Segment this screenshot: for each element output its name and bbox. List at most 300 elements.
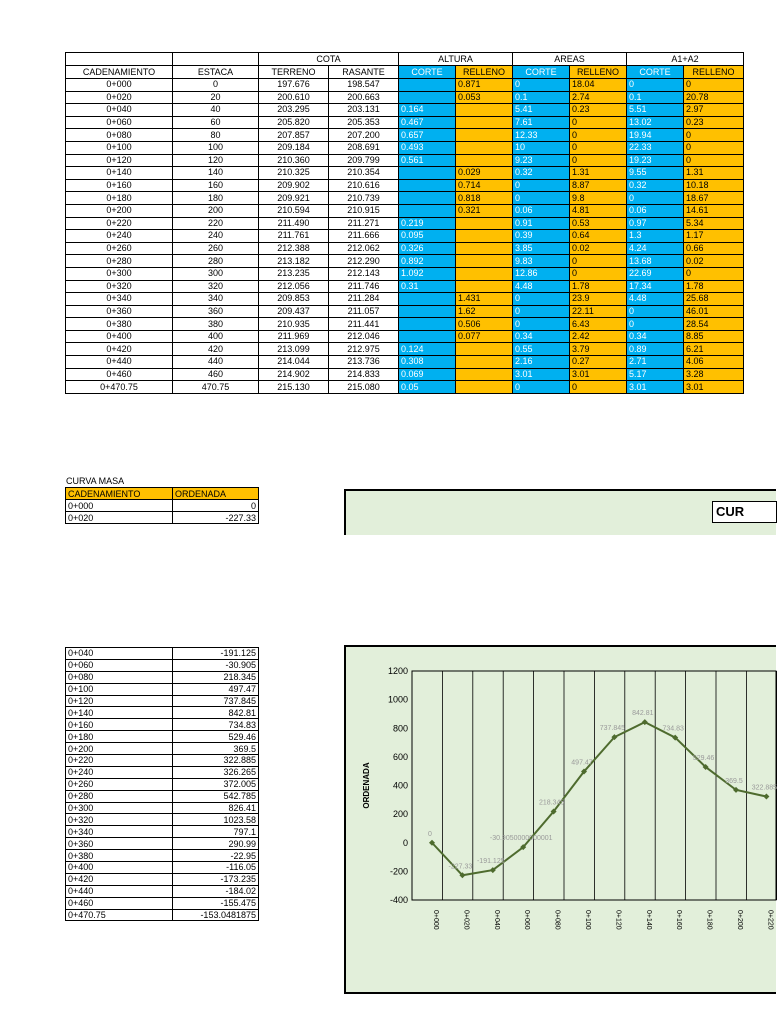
table-cell: 0 (684, 141, 744, 154)
header-terreno: TERRENO (259, 66, 329, 79)
cm-ordenada: 797.1 (173, 826, 259, 838)
list-item (66, 659, 259, 671)
table-cell: 0.321 (456, 204, 513, 217)
table-cell: 2.42 (570, 330, 627, 343)
header-altura: ALTURA (399, 53, 513, 66)
table-cell (456, 343, 513, 356)
cm-cadenamiento: 0+220 (66, 755, 173, 767)
table-cell: 0.714 (456, 179, 513, 192)
table-cell: 0 (570, 129, 627, 142)
table-cell: 23.9 (570, 293, 627, 306)
table-cell: 0+140 (66, 167, 173, 180)
table-cell: 0.32 (627, 179, 684, 192)
table-cell: 9.83 (513, 255, 570, 268)
cm-cadenamiento: 0+380 (66, 850, 173, 862)
table-cell: 0.31 (399, 280, 456, 293)
table-cell: 0.34 (627, 330, 684, 343)
table-cell: 0+420 (66, 343, 173, 356)
cm-cadenamiento: 0+280 (66, 790, 173, 802)
table-cell: 0 (684, 154, 744, 167)
table-cell: 1.78 (684, 280, 744, 293)
table-cell: 0+040 (66, 104, 173, 117)
table-cell: 0 (684, 267, 744, 280)
table-cell: 8.85 (684, 330, 744, 343)
x-tick-label: 0+160 (675, 910, 683, 930)
table-cell: 0+080 (66, 129, 173, 142)
table-cell: 0 (513, 192, 570, 205)
table-cell: 120 (173, 154, 259, 167)
table-cell: 212.388 (259, 242, 329, 255)
table-row (66, 305, 744, 318)
data-label: 369.5 (725, 777, 743, 785)
table-cell: 200.610 (259, 91, 329, 104)
table-cell: 0.06 (627, 204, 684, 217)
cm-cadenamiento: 0+260 (66, 778, 173, 790)
cm-cadenamiento: 0+180 (66, 731, 173, 743)
table-cell: 3.01 (684, 381, 744, 394)
mass-curve-chart (344, 645, 776, 994)
table-cell (399, 167, 456, 180)
table-cell: 209.184 (259, 141, 329, 154)
table-cell: 0.23 (684, 116, 744, 129)
x-tick-label: 0+020 (462, 910, 470, 930)
table-cell: 214.833 (329, 368, 399, 381)
data-label: -30.9050000000001 (489, 835, 553, 843)
header-a1a2-corte: CORTE (627, 66, 684, 79)
table-cell: 0.06 (513, 204, 570, 217)
table-row (66, 230, 744, 243)
table-cell (399, 192, 456, 205)
table-cell: 207.200 (329, 129, 399, 142)
table-cell: 46.01 (684, 305, 744, 318)
table-cell (399, 91, 456, 104)
table-cell: 17.34 (627, 280, 684, 293)
table-cell: 2.74 (570, 91, 627, 104)
table-cell: 0 (513, 293, 570, 306)
table-cell: 4.81 (570, 204, 627, 217)
x-tick-label: 0+100 (584, 910, 591, 930)
table-cell: 180 (173, 192, 259, 205)
table-cell: 0.66 (684, 242, 744, 255)
table-cell: 18.04 (570, 79, 627, 92)
table-row (66, 343, 744, 356)
table-cell: 0.89 (627, 343, 684, 356)
x-tick-label: 0+080 (553, 910, 561, 930)
x-tick-label: 0+220 (766, 910, 774, 930)
table-cell: 0.818 (456, 192, 513, 205)
list-item (66, 885, 259, 897)
table-cell: 211.284 (329, 293, 399, 306)
cm-ordenada: 369.5 (173, 743, 259, 755)
table-cell (456, 381, 513, 394)
cm-cadenamiento: 0+300 (66, 802, 173, 814)
table-cell (399, 179, 456, 192)
header-altura-corte: CORTE (399, 66, 456, 79)
table-cell: 0 (513, 179, 570, 192)
data-label: 322.885 (751, 784, 777, 792)
table-cell: 0.657 (399, 129, 456, 142)
cm-cadenamiento: 0+160 (66, 719, 173, 731)
cm-cadenamiento: 0+240 (66, 766, 173, 778)
table-cell: 200.663 (329, 91, 399, 104)
table-cell: 6.43 (570, 318, 627, 331)
table-cell: 80 (173, 129, 259, 142)
table-row (66, 154, 744, 167)
table-cell (399, 318, 456, 331)
table-cell: 212.290 (329, 255, 399, 268)
table-cell: 209.921 (259, 192, 329, 205)
header-estaca: ESTACA (173, 66, 259, 79)
table-row (66, 179, 744, 192)
cm-cadenamiento: 0+360 (66, 838, 173, 850)
list-item (66, 778, 259, 790)
table-cell: 1.78 (570, 280, 627, 293)
table-cell: 320 (173, 280, 259, 293)
table-row (66, 129, 744, 142)
table-cell: 14.61 (684, 204, 744, 217)
data-label: 529.46 (692, 754, 715, 762)
header-a1a2: A1+A2 (627, 53, 744, 66)
cm-cadenamiento: 0+120 (66, 695, 173, 707)
data-label: 218.345 (538, 799, 565, 807)
table-cell: 0+380 (66, 318, 173, 331)
table-cell: 212.143 (329, 267, 399, 280)
table-cell: 0.34 (513, 330, 570, 343)
table-row (66, 267, 744, 280)
cm-cadenamiento: 0+100 (66, 683, 173, 695)
table-cell: 0 (513, 305, 570, 318)
table-cell: 22.69 (627, 267, 684, 280)
table-cell: 0+220 (66, 217, 173, 230)
table-cell: 211.746 (329, 280, 399, 293)
table-cell: 470.75 (173, 381, 259, 394)
table-cell: 0 (684, 129, 744, 142)
table-cell (399, 79, 456, 92)
list-item (66, 873, 259, 885)
table-cell: 0.467 (399, 116, 456, 129)
header-cadenamiento: CADENAMIENTO (66, 66, 173, 79)
table-cell (456, 104, 513, 117)
table-row (66, 192, 744, 205)
header-a1a2-relleno: RELLENO (684, 66, 744, 79)
table-cell: 440 (173, 356, 259, 369)
table-cell: 200 (173, 204, 259, 217)
table-cell: 208.691 (329, 141, 399, 154)
table-cell: 0 (627, 318, 684, 331)
table-cell: 6.21 (684, 343, 744, 356)
table-cell: 0 (173, 79, 259, 92)
table-cell: 0+440 (66, 356, 173, 369)
cm-cadenamiento: 0+400 (66, 862, 173, 874)
table-cell: 140 (173, 167, 259, 180)
table-cell: 215.130 (259, 381, 329, 394)
list-item (66, 695, 259, 707)
table-cell (456, 141, 513, 154)
table-cell: 280 (173, 255, 259, 268)
list-item (66, 766, 259, 778)
table-cell: 3.28 (684, 368, 744, 381)
table-cell: 5.34 (684, 217, 744, 230)
cm-ordenada: 290.99 (173, 838, 259, 850)
table-cell: 1.17 (684, 230, 744, 243)
table-cell: 211.057 (329, 305, 399, 318)
table-cell: 0.326 (399, 242, 456, 255)
table-cell: 5.41 (513, 104, 570, 117)
table-cell: 4.24 (627, 242, 684, 255)
table-cell: 0 (513, 318, 570, 331)
table-cell: 211.441 (329, 318, 399, 331)
table-cell: 5.51 (627, 104, 684, 117)
cm-ordenada: 529.46 (173, 731, 259, 743)
list-item (66, 683, 259, 695)
table-cell (399, 330, 456, 343)
table-cell: 0 (513, 79, 570, 92)
list-item (66, 707, 259, 719)
cm-ordenada: -30.905 (173, 659, 259, 671)
table-cell: 10.18 (684, 179, 744, 192)
cm-cadenamiento: 0+040 (66, 648, 173, 660)
cm-cadenamiento: 0+460 (66, 897, 173, 909)
list-item (66, 743, 259, 755)
table-cell: 209.902 (259, 179, 329, 192)
table-row (66, 116, 744, 129)
header-areas-relleno: RELLENO (570, 66, 627, 79)
table-cell: 212.062 (329, 242, 399, 255)
cm-ordenada: 737.845 (173, 695, 259, 707)
list-item (66, 719, 259, 731)
table-cell: 0+180 (66, 192, 173, 205)
table-cell: 0 (627, 79, 684, 92)
table-cell (456, 129, 513, 142)
table-cell: 0 (570, 116, 627, 129)
table-cell: 205.820 (259, 116, 329, 129)
list-item (66, 850, 259, 862)
header-rasante: RASANTE (329, 66, 399, 79)
table-cell: 210.935 (259, 318, 329, 331)
table-cell: 0 (684, 79, 744, 92)
y-tick-label: 400 (392, 780, 408, 791)
cm-ordenada: 842.81 (173, 707, 259, 719)
table-cell: 0.1 (627, 91, 684, 104)
cm-ordenada: -227.33 (173, 512, 259, 524)
table-cell: 19.94 (627, 129, 684, 142)
table-cell: 60 (173, 116, 259, 129)
table-row (66, 330, 744, 343)
table-cell: 0 (570, 141, 627, 154)
table-cell: 360 (173, 305, 259, 318)
table-cell: 0+100 (66, 141, 173, 154)
cm-ordenada: 326.265 (173, 766, 259, 778)
table-cell: 3.79 (570, 343, 627, 356)
y-tick-label: 200 (392, 809, 408, 820)
table-row (66, 293, 744, 306)
table-cell: 460 (173, 368, 259, 381)
table-cell: 209.437 (259, 305, 329, 318)
table-row (66, 356, 744, 369)
table-cell: 3.01 (570, 368, 627, 381)
earthwork-table (65, 52, 744, 394)
table-cell: 25.68 (684, 293, 744, 306)
table-cell: 211.666 (329, 230, 399, 243)
table-cell: 212.975 (329, 343, 399, 356)
cm-ordenada: 542.785 (173, 790, 259, 802)
table-cell: 0.871 (456, 79, 513, 92)
cm-ordenada: 734.83 (173, 719, 259, 731)
table-cell: 213.235 (259, 267, 329, 280)
data-label: -191.125 (476, 858, 505, 866)
list-item (66, 909, 259, 921)
y-tick-label: 1200 (387, 666, 408, 676)
cm-ordenada: 0 (173, 500, 259, 512)
table-cell: 0 (570, 381, 627, 394)
table-row (66, 318, 744, 331)
table-cell (456, 280, 513, 293)
table-cell (456, 356, 513, 369)
table-cell: 203.295 (259, 104, 329, 117)
cm-cadenamiento: 0+200 (66, 743, 173, 755)
x-tick-label: 0+180 (705, 910, 713, 930)
list-item (66, 838, 259, 850)
table-cell (399, 305, 456, 318)
list-item (66, 731, 259, 743)
table-cell: 0+320 (66, 280, 173, 293)
table-cell: 0+200 (66, 204, 173, 217)
cm-ordenada: -191.125 (173, 648, 259, 660)
header-cota: COTA (259, 53, 399, 66)
table-cell: 0+240 (66, 230, 173, 243)
cm-ordenada: -155.475 (173, 897, 259, 909)
table-cell: 0.53 (570, 217, 627, 230)
table-row (66, 255, 744, 268)
data-label: -227.33 (448, 863, 473, 871)
table-cell (456, 116, 513, 129)
x-tick-label: 0+120 (614, 910, 622, 930)
cm-cadenamiento: 0+080 (66, 671, 173, 683)
table-cell (399, 293, 456, 306)
table-cell: 0 (627, 305, 684, 318)
y-tick-label: 600 (392, 751, 408, 762)
header-areas-corte: CORTE (513, 66, 570, 79)
list-item (66, 897, 259, 909)
table-cell: 240 (173, 230, 259, 243)
table-row (66, 204, 744, 217)
table-cell: 0+000 (66, 79, 173, 92)
table-cell: 211.490 (259, 217, 329, 230)
table-cell: 0.164 (399, 104, 456, 117)
table-cell: 197.676 (259, 79, 329, 92)
table-row (66, 79, 744, 92)
table-row (66, 167, 744, 180)
list-item (66, 755, 259, 767)
table-cell: 0+300 (66, 267, 173, 280)
table-cell: 300 (173, 267, 259, 280)
blank-header (66, 53, 173, 66)
table-row (66, 280, 744, 293)
cm-ordenada: 218.345 (173, 671, 259, 683)
y-tick-label: 800 (392, 723, 408, 734)
cm-ordenada: 372.005 (173, 778, 259, 790)
table-cell: 207.857 (259, 129, 329, 142)
table-cell: 213.182 (259, 255, 329, 268)
table-cell (399, 204, 456, 217)
chart-title-area (344, 489, 776, 535)
data-label: 497.47 (571, 759, 593, 767)
table-cell: 5.17 (627, 368, 684, 381)
table-cell: 4.48 (627, 293, 684, 306)
table-cell: 12.86 (513, 267, 570, 280)
table-cell: 0+280 (66, 255, 173, 268)
table-cell: 205.353 (329, 116, 399, 129)
cm-ordenada: -173.235 (173, 873, 259, 885)
table-cell: 0.1 (513, 91, 570, 104)
cm-ordenada: 322.885 (173, 755, 259, 767)
cm-header-cadenamiento: CADENAMIENTO (66, 488, 173, 500)
cm-cadenamiento: 0+440 (66, 885, 173, 897)
table-cell: 211.271 (329, 217, 399, 230)
x-tick-label: 0+000 (432, 910, 439, 930)
table-cell: 0.97 (627, 217, 684, 230)
table-cell: 0 (570, 267, 627, 280)
cm-cadenamiento: 0+000 (66, 500, 173, 512)
table-cell (456, 267, 513, 280)
table-cell: 210.325 (259, 167, 329, 180)
table-cell: 210.616 (329, 179, 399, 192)
table-cell: 0.64 (570, 230, 627, 243)
table-cell: 40 (173, 104, 259, 117)
cm-ordenada: 497.47 (173, 683, 259, 695)
curva-masa-title: CURVA MASA (66, 476, 125, 486)
table-cell: 220 (173, 217, 259, 230)
table-cell: 0 (513, 381, 570, 394)
table-cell: 420 (173, 343, 259, 356)
table-cell: 214.902 (259, 368, 329, 381)
table-cell: 1.62 (456, 305, 513, 318)
table-cell: 3.01 (627, 381, 684, 394)
cm-cadenamiento: 0+320 (66, 814, 173, 826)
table-row (66, 217, 744, 230)
table-cell: 8.87 (570, 179, 627, 192)
cm-cadenamiento: 0+420 (66, 873, 173, 885)
table-cell: 22.11 (570, 305, 627, 318)
list-item (66, 500, 259, 512)
table-cell: 210.594 (259, 204, 329, 217)
table-cell: 210.739 (329, 192, 399, 205)
x-tick-label: 0+040 (492, 910, 500, 930)
table-cell: 100 (173, 141, 259, 154)
table-cell: 0 (570, 255, 627, 268)
table-cell: 0+340 (66, 293, 173, 306)
table-cell: 0.561 (399, 154, 456, 167)
data-label: 734.83 (662, 725, 684, 733)
cm-ordenada: -184.02 (173, 885, 259, 897)
table-cell: 0.05 (399, 381, 456, 394)
table-cell: 213.736 (329, 356, 399, 369)
table-cell: 0.095 (399, 230, 456, 243)
list-item (66, 802, 259, 814)
table-cell: 0.493 (399, 141, 456, 154)
curva-masa-table-top (65, 487, 259, 524)
table-cell: 210.915 (329, 204, 399, 217)
table-cell: 0+060 (66, 116, 173, 129)
table-cell: 0.02 (570, 242, 627, 255)
table-cell: 203.131 (329, 104, 399, 117)
table-cell (456, 154, 513, 167)
table-cell: 209.853 (259, 293, 329, 306)
list-item (66, 826, 259, 838)
table-cell: 1.431 (456, 293, 513, 306)
y-tick-label: -400 (389, 895, 408, 905)
cm-ordenada: 826.41 (173, 802, 259, 814)
